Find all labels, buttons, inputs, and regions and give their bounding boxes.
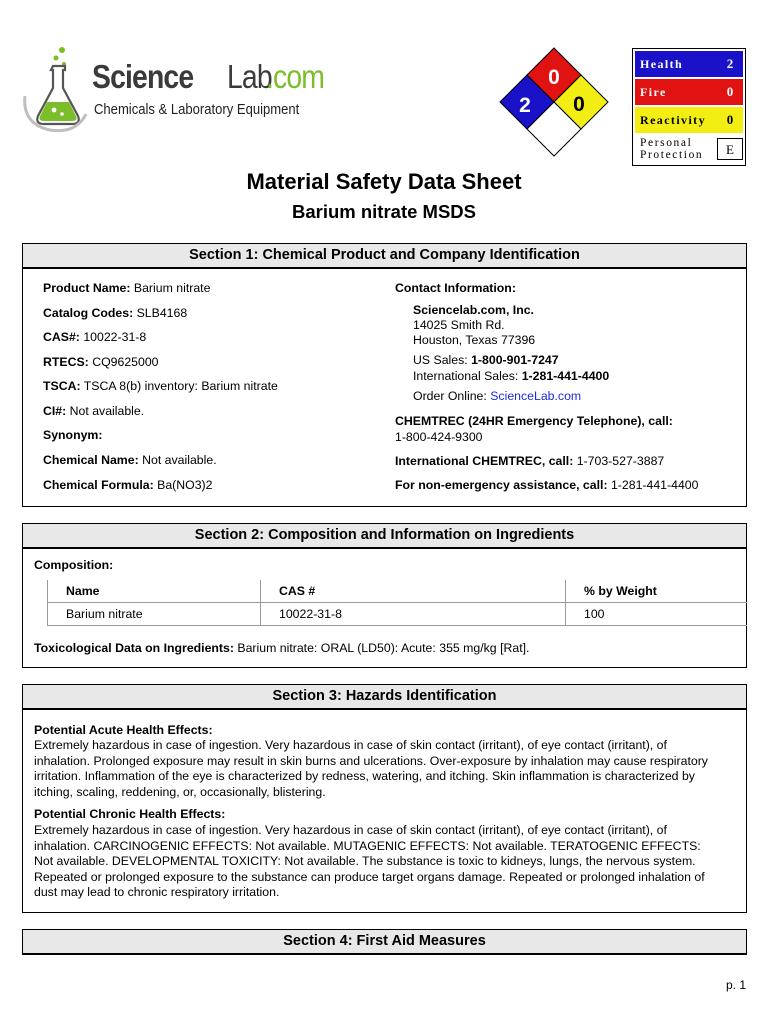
hazard-label-line2: Protection — [640, 149, 704, 161]
text-line: inhalation. CARCINOGENIC EFFECTS: Not available. MUTAGENIC EFFECTS: Not available. TERATOGENIC EFFECTS: — [34, 838, 701, 853]
table-header-row — [48, 580, 748, 603]
text-line: inhalation. Prolonged exposure may result in skin burns and ulcerations. Over-exposure by inhalation may cause respiratory — [34, 753, 708, 768]
document-title: Material Safety Data Sheet — [246, 169, 522, 194]
product-field-value: Ba(NO3)2 — [153, 478, 213, 492]
section2-body — [22, 549, 747, 668]
cell-name: Barium nitrate — [48, 603, 261, 626]
page-number: p. 1 — [725, 978, 746, 992]
text-line: Extremely hazardous in case of ingestion. Very hazardous in case of skin contact (irritant), of eye contact (irritant), of — [34, 823, 667, 837]
tox-data-value: Barium nitrate: ORAL (LD50): Acute: 355 mg/kg [Rat]. — [233, 641, 530, 655]
tox-data-label: Toxicological Data on Ingredients: — [34, 641, 234, 655]
product-field — [43, 404, 144, 418]
order-online — [413, 389, 581, 403]
cell-weight: 100 — [566, 603, 748, 626]
section1-heading: Section 1: Chemical Product and Company Identification — [22, 243, 747, 269]
hazard-value: E — [717, 138, 743, 160]
product-field-value: Barium nitrate — [130, 281, 211, 295]
chronic-effects-text — [34, 823, 734, 901]
table-row — [48, 603, 748, 626]
product-field — [43, 428, 102, 442]
us-sales-label: US Sales: — [413, 353, 472, 367]
intl-chemtrec-phone: 1-703-527-3887 — [573, 454, 665, 468]
product-field — [43, 379, 278, 393]
product-field-value: SLB4168 — [133, 306, 188, 320]
text-line: Extremely hazardous in case of ingestion. Very hazardous in case of skin contact (irritant), of eye contact (irritant), of — [34, 738, 667, 752]
nfpa-reactivity-value: 0 — [573, 93, 585, 116]
us-sales-phone: 1-800-901-7247 — [471, 353, 559, 367]
document-subtitle: Barium nitrate MSDS — [291, 201, 476, 222]
sciencelab-logo — [20, 44, 325, 134]
composition-table — [47, 580, 747, 626]
intl-chemtrec-label: International CHEMTREC, call: — [395, 454, 574, 468]
product-field-value: Not available. — [138, 453, 217, 467]
product-field-label: RTECS: — [43, 355, 89, 369]
address-line1: 14025 Smith Rd. — [413, 318, 505, 332]
product-field-label: CAS#: — [43, 330, 80, 344]
intl-sales-phone: 1-281-441-4400 — [521, 369, 610, 383]
hazard-row-health — [635, 51, 743, 77]
product-field-value: 10022-31-8 — [79, 330, 147, 344]
product-field — [43, 281, 210, 295]
product-field-value: TSCA 8(b) inventory: Barium nitrate — [80, 379, 278, 393]
acute-effects-text — [34, 738, 734, 800]
hazard-value: 0 — [726, 112, 734, 127]
hazard-label: Health — [640, 56, 684, 71]
section2-heading: Section 2: Composition and Information on Ingredients — [22, 523, 747, 549]
composition-label: Composition: — [34, 558, 114, 572]
product-field-label: CI#: — [43, 404, 67, 418]
column-header-weight: % by Weight — [566, 580, 748, 603]
text-line: itching, scaling, reddening, or, occasionally, blistering. — [34, 784, 326, 799]
intl-sales-label: International Sales: — [413, 369, 522, 383]
hazard-value: 2 — [726, 56, 734, 71]
non-emergency-phone: 1-281-441-4400 — [607, 478, 699, 492]
chronic-effects-label: Potential Chronic Health Effects: — [34, 807, 226, 821]
column-header-cas: CAS # — [261, 580, 566, 603]
nfpa-health-value: 2 — [519, 94, 531, 117]
chemtrec-phone: 1-800-424-9300 — [395, 430, 483, 444]
order-online-label: Order Online: — [413, 389, 491, 403]
nfpa-diamond — [498, 44, 610, 166]
product-field-label: Product Name: — [43, 281, 131, 295]
product-field — [43, 453, 217, 467]
hazard-rating-table — [632, 48, 746, 166]
product-field-value: CQ9625000 — [88, 355, 159, 369]
hazard-label: Fire — [640, 84, 667, 99]
logo-tagline: Chemicals & Laboratory Equipment — [94, 102, 300, 118]
product-field-label: TSCA: — [43, 379, 81, 393]
logo-text-science: Science — [92, 58, 194, 95]
non-emergency — [395, 478, 698, 492]
hazard-label: Reactivity — [640, 112, 706, 127]
hazard-row-fire — [635, 79, 743, 105]
product-field-value: Not available. — [66, 404, 145, 418]
product-field — [43, 355, 159, 369]
chemtrec-label: CHEMTREC (24HR Emergency Telephone), call: — [395, 414, 673, 428]
text-line: Repeated or prolonged exposure to the substance can produce target organs damage. Repeated or prolonged inhalation of — [34, 869, 705, 884]
section4-heading: Section 4: First Aid Measures — [22, 929, 747, 955]
order-online-link[interactable]: ScienceLab.com — [490, 389, 582, 403]
intl-chemtrec — [395, 454, 664, 468]
flask-icon — [20, 44, 92, 134]
product-field-label: Chemical Name: — [43, 453, 139, 467]
product-field — [43, 478, 212, 492]
product-field — [43, 330, 146, 344]
section3-body — [22, 710, 747, 913]
tox-data — [34, 641, 529, 655]
product-field-label: Chemical Formula: — [43, 478, 154, 492]
intl-sales — [413, 369, 609, 383]
nfpa-fire-value: 0 — [548, 66, 560, 89]
logo-text-dotcom: .com — [266, 58, 325, 95]
column-header-name: Name — [48, 580, 261, 603]
text-line: dust may lead to chronic respiratory irritation. — [34, 885, 280, 899]
contact-heading: Contact Information: — [395, 281, 516, 295]
section3-heading: Section 3: Hazards Identification — [22, 684, 747, 710]
product-field-label: Synonym: — [43, 428, 103, 442]
text-line: Not available. DEVELOPMENTAL TOXICITY: Not available. The substance is toxic to kidneys, lungs, the nervous system. — [34, 854, 696, 868]
hazard-value: 0 — [726, 84, 734, 99]
product-field — [43, 306, 187, 320]
address-line2: Houston, Texas 77396 — [413, 333, 536, 347]
us-sales — [413, 353, 559, 367]
acute-effects-label: Potential Acute Health Effects: — [34, 723, 213, 737]
hazard-row-personal-protection — [635, 135, 743, 163]
section1-body — [22, 269, 747, 507]
product-field-label: Catalog Codes: — [43, 306, 134, 320]
hazard-label-line1: Personal — [640, 137, 693, 149]
hazard-row-reactivity — [635, 107, 743, 133]
text-line: irritation. Inflammation of the eye is characterized by redness, watering, and itching. Skin inflammation is characterized by — [34, 769, 695, 783]
logo-text-lab: Lab — [227, 58, 272, 95]
company-name: Sciencelab.com, Inc. — [413, 303, 534, 317]
hazard-label — [635, 137, 717, 161]
cell-cas: 10022-31-8 — [261, 603, 566, 626]
non-emergency-label: For non-emergency assistance, call: — [395, 478, 608, 492]
